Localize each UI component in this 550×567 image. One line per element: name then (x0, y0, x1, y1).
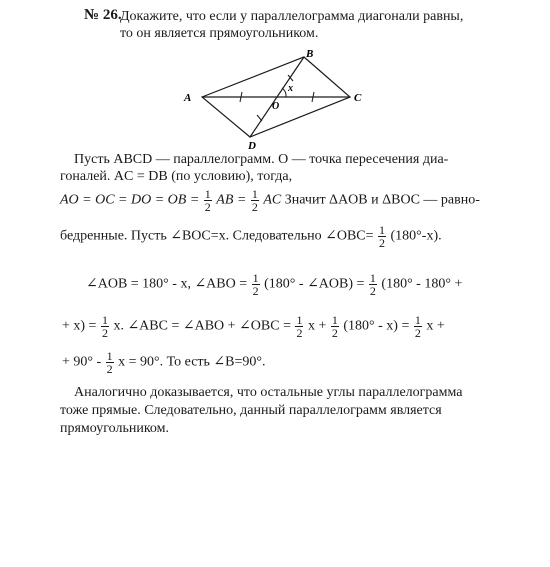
fraction-half: $\frac{1}{2}$ (414, 313, 421, 340)
proof-line-2: гоналей. AC = DB (по условию), тогда, (60, 169, 293, 184)
fraction-half: $\frac{1}{2}$ (101, 313, 108, 340)
proof-line-4: бедренные. Пусть ∠BOC=x. Следовательно ∠OBC= $\frac{1}{2}$ (180°-x). (60, 223, 442, 250)
proof-line-5: ∠AOB = 180° - x, ∠ABO = $\frac{1}{2}$ (180° - ∠AOB) = $\frac{1}{2}$ (180° - 180° + (86, 271, 463, 298)
proof-line-1: Пусть ABCD — параллелограмм. O — точка пересечения диа- (74, 152, 449, 167)
fraction-half: $\frac{1}{2}$ (204, 187, 211, 214)
fraction-half: $\frac{1}{2}$ (106, 349, 113, 376)
conclusion-line-2: тоже прямые. Следовательно, данный параллелограмм является (60, 403, 442, 418)
label-a: A (184, 92, 192, 104)
fraction-half: $\frac{1}{2}$ (251, 187, 258, 214)
label-c: C (354, 92, 362, 104)
conclusion-line-1: Аналогично доказывается, что остальные углы параллелограмма (74, 385, 463, 400)
proof-equation-line (60, 188, 480, 213)
label-b: B (306, 48, 314, 60)
eq-text: Значит ΔAOB и ΔBOC — равно- (284, 192, 480, 208)
eq-part-2: AB = (216, 192, 247, 208)
problem-statement-line-2: то он является прямоугольником. (120, 26, 319, 41)
conclusion-line-3: прямоугольником. (60, 421, 170, 436)
fraction-half: $\frac{1}{2}$ (296, 313, 303, 340)
eq-part-3: AC (263, 192, 282, 208)
problem-statement-line-1: Докажите, что если у параллелограмма диагонали равны, (120, 9, 464, 24)
parallelogram-figure (180, 45, 380, 152)
problem-number: № 26. (84, 7, 122, 23)
proof-line-6: + x) = $\frac{1}{2}$ x. ∠ABC = ∠ABO + ∠OBC = $\frac{1}{2}$ x + $\frac{1}{2}$ (180° - x) = $\frac{1}{2}$ x + (62, 313, 445, 340)
label-d: D (248, 140, 256, 152)
fraction-half: $\frac{1}{2}$ (369, 271, 376, 298)
label-x: x (288, 83, 293, 94)
eq-part-1: AO = OC = DO = OB = (60, 192, 200, 208)
fraction-half: $\frac{1}{2}$ (379, 223, 386, 250)
proof-line-7: + 90° - $\frac{1}{2}$ x = 90°. То есть ∠B=90°. (62, 349, 266, 376)
fraction-half: $\frac{1}{2}$ (252, 271, 259, 298)
tick-od (257, 115, 262, 121)
label-o: O (272, 101, 280, 112)
fraction-half: $\frac{1}{2}$ (331, 313, 338, 340)
